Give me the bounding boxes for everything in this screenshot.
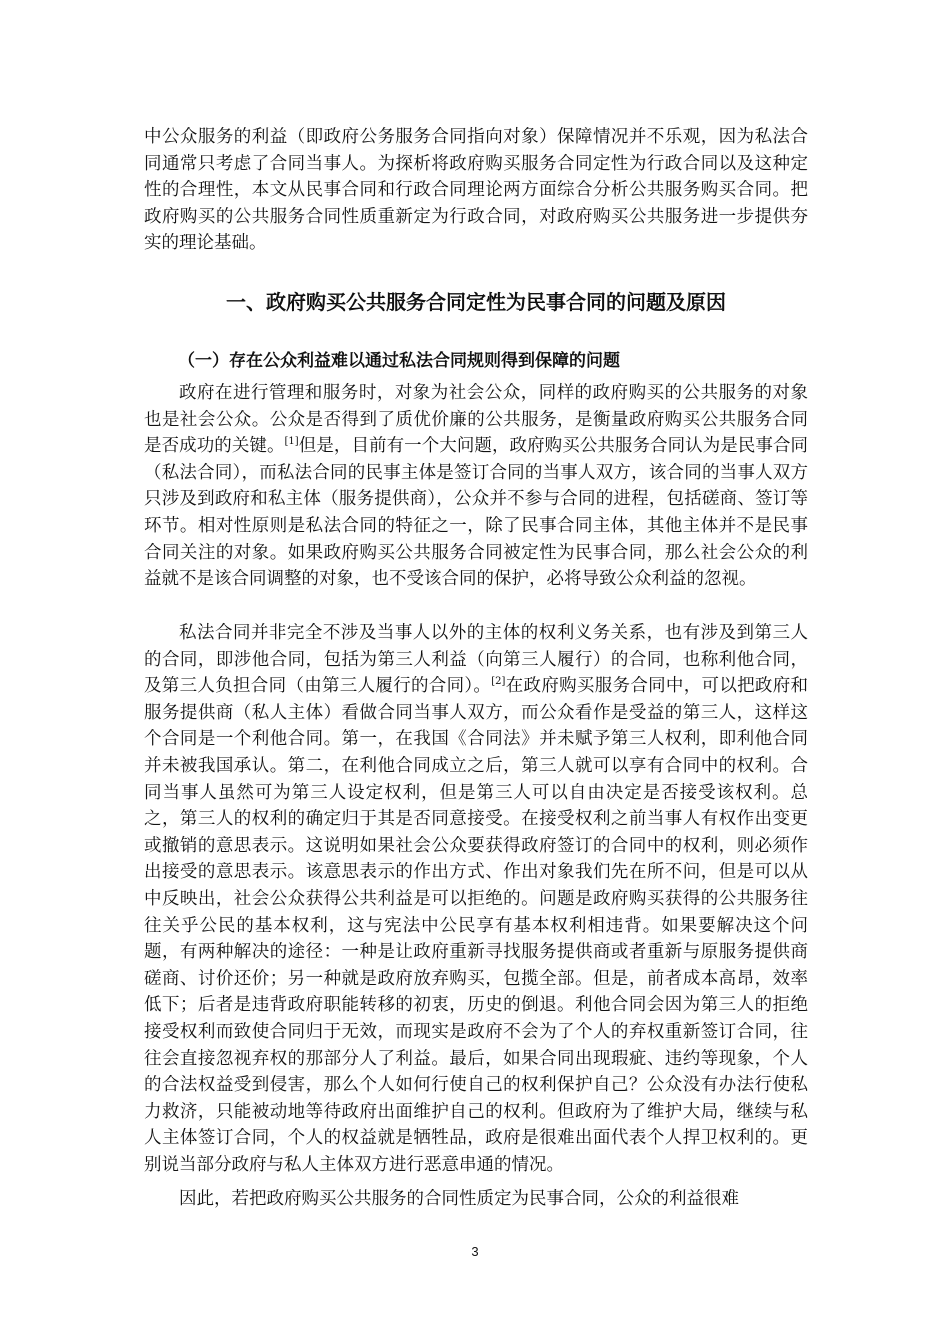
- paragraph-1: [144, 380, 808, 593]
- page-number: 3: [471, 1244, 479, 1259]
- section-heading: 一、政府购买公共服务合同定性为民事合同的问题及原因: [226, 290, 726, 314]
- paragraph-1-text-b: 但是，目前有一个大问题，政府购买公共服务合同认为是民事合同（私法合同），而私法合同的民事主体是签订合同的当事人双方，该合同的当事人双方只涉及到政府和私主体（服务提供商），公众并不参与合同的进程，包括磋商、签订等环节。相对性原则是私法合同的特征之一，除了民事合同主体，其他主体并不是民事合同关注的对象。如果政府购买公共服务合同被定性为民事合同，那么社会公众的利益就不是该合同调整的对象，也不受该合同的保护，必将导致公众利益的忽视。: [144, 436, 809, 590]
- paragraph-2: [144, 620, 808, 1178]
- paragraph-2-text-b: 在政府购买服务合同中，可以把政府和服务提供商（私人主体）看做合同当事人双方，而公众看作是受益的第三人，这样这个合同是一个利他合同。第一，在我国《合同法》并未赋予第三人权利，即利他合同并未被我国承认。第二，在利他合同成立之后，第三人就可以享有合同中的权利。合同当事人虽然可为第三人设定权利，但是第三人可以自由决定是否接受该权利。总之，第三人的权利的确定归于其是否同意接受。在接受权利之前当事人有权作出变更或撤销的意思表示。这说明如果社会公众要获得政府签订的合同中的权利，则必须作出接受的意思表示。该意思表示的作出方式、作出对象我们先在所不问，但是可以从中反映出，社会公众获得公共利益是可以拒绝的。问题是政府购买获得的公共服务往往关乎公民的基本权利，这与宪法中公民享有基本权利相违背。如果要解决这个问题，有两种解决的途径：一种是让政府重新寻找服务提供商或者重新与原服务提供商磋商、讨价还价；另一种就是政府放弃购买，包揽全部。但是，前者成本高昂，效率低下；后者是违背政府职能转移的初衷，历史的倒退。利他合同会因为第三人的拒绝接受权利而致使合同归于无效，而现实是政府不会为了个人的弃权重新签订合同，往往会直接忽视弃权的那部分人了利益。最后，如果合同出现瑕疵、违约等现象，个人的合法权益受到侵害，那么个人如何行使自己的权利保护自己？公众没有办法行使私力救济，只能被动地等待政府出面维护自己的权利。但政府为了维护大局，继续与私人主体签订合同，个人的权益就是牺牲品，政府是很难出面代表个人捍卫权利的。更别说当部分政府与私人主体双方进行恶意串通的情况。: [144, 676, 809, 1175]
- paragraph-3: 因此，若把政府购买公共服务的合同性质定为民事合同，公众的利益很难: [179, 1189, 739, 1209]
- citation-2[interactable]: [2]: [491, 676, 506, 688]
- subsection-heading: （一）存在公众利益难以通过私法合同规则得到保障的问题: [178, 351, 620, 371]
- paragraph-2-text-a: 私法合同并非完全不涉及当事人以外的主体的权利义务关系，也有涉及到第三人的合同，即涉他合同，包括为第三人利益（向第三人履行）的合同，也称利他合同，及第三人负担合同（由第三人履行的合同）。: [144, 623, 808, 697]
- citation-1[interactable]: [1]: [284, 436, 299, 448]
- paragraph-1-text-a: 政府在进行管理和服务时，对象为社会公众，同样的政府购买的公共服务的对象也是社会公众。公众是否得到了质优价廉的公共服务，是衡量政府购买公共服务合同是否成功的关键。: [144, 383, 808, 457]
- intro-paragraph: 中公众服务的利益（即政府公务服务合同指向对象）保障情况并不乐观，因为私法合同通常只考虑了合同当事人。为探析将政府购买服务合同定性为行政合同以及这种定性的合理性，本文从民事合同和行政合同理论两方面综合分析公共服务购买合同。把政府购买的公共服务合同性质重新定为行政合同，对政府购买公共服务进一步提供夯实的理论基础。: [144, 127, 808, 254]
